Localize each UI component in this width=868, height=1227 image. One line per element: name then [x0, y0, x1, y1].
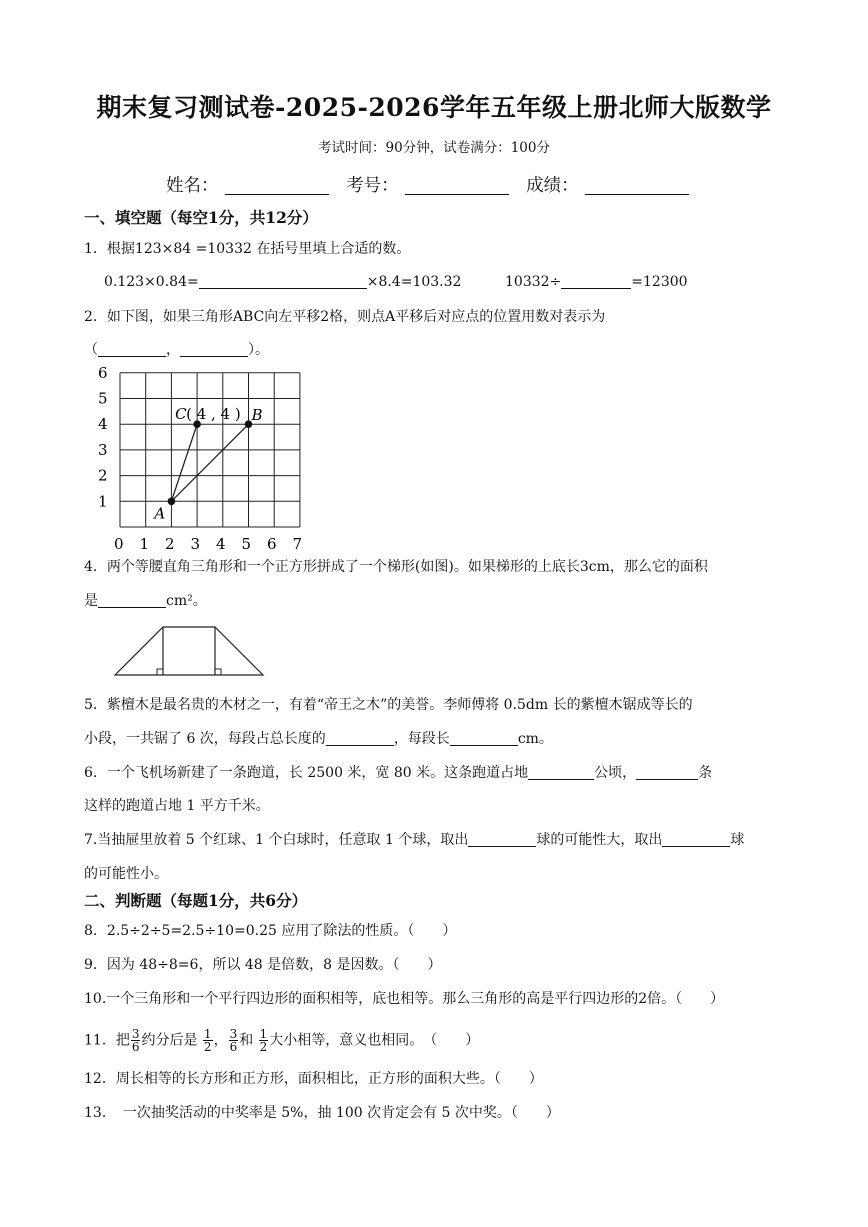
score-blank[interactable]: [585, 174, 689, 195]
id-blank[interactable]: [405, 174, 509, 195]
q11-fraction-1-2-b: [259, 1028, 269, 1053]
q5-blank-length[interactable]: [450, 730, 518, 746]
y-tick-label: 4: [98, 415, 108, 434]
point-c-label: C: [175, 405, 187, 424]
y-tick-label: 5: [98, 389, 108, 408]
q5-text: 5．紫檀木是最名贵的木材之一，有着“帝王之木”的美誉。李师傅将 0.5dm 长的紫檀木锯成等长的: [84, 697, 693, 713]
q7-line1: [84, 830, 744, 850]
grid-lines: [120, 373, 300, 527]
point-b-label: B: [251, 406, 263, 425]
fraction-denominator: 6: [229, 1040, 238, 1054]
q10-text: 10.一个三角形和一个平行四边形的面积相等，底也相等。那么三角形的高是平行四边形的2倍。（ ）: [84, 991, 725, 1007]
x-axis-labels: [114, 535, 302, 553]
q7-text-mid: 球的可能性大，取出: [536, 832, 663, 848]
fraction-denominator: 2: [259, 1040, 268, 1054]
x-tick-label: 1: [139, 535, 150, 553]
y-axis-labels: [98, 364, 108, 511]
q5-line2: [84, 729, 553, 749]
id-label: 考号：: [346, 176, 399, 196]
q11-sep: ，: [213, 1032, 228, 1049]
q5-line2-mid: ，每段长: [393, 731, 450, 747]
q5-blank-fraction[interactable]: [326, 730, 394, 746]
q4-blank[interactable]: [98, 592, 166, 608]
q6-text-post: 条: [698, 765, 713, 781]
exam-subtitle: 考试时间：90分钟，试卷满分：100分: [318, 140, 550, 156]
fraction-numerator: 3: [229, 1027, 238, 1041]
q7-blank-likely[interactable]: [468, 831, 536, 847]
q2-text: 2．如下图，如果三角形ABC向左平移2格，则点A平移后对应点的位置用数对表示为: [84, 309, 606, 325]
point-a-label: A: [154, 504, 166, 523]
coordinate-grid-figure: [95, 360, 315, 555]
section-1-heading: 一、填空题（每空1分，共12分）: [84, 208, 318, 227]
x-tick-label: 3: [190, 535, 201, 553]
score-label: 成绩：: [526, 176, 579, 196]
q11-mid: 约分后是: [141, 1032, 198, 1049]
q2-blank-x[interactable]: [98, 341, 166, 357]
q4-text: 4．两个等腰直角三角形和一个正方形拼成了一个梯形(如图)。如果梯形的上底长3cm，那么它的面积: [84, 559, 708, 575]
q4-line2-pre: 是: [84, 593, 98, 609]
q5-line2-post: cm。: [517, 731, 553, 747]
q1-part-b-post: =12300: [631, 274, 688, 290]
x-tick-label: 7: [292, 535, 303, 553]
y-tick-label: 1: [98, 492, 108, 511]
y-tick-label: 2: [98, 466, 108, 485]
q12-text: 12．周长相等的长方形和正方形，面积相比，正方形的面积大些。（ ）: [84, 1071, 543, 1087]
segment-ac: [171, 424, 197, 501]
q7-blank-unlikely[interactable]: [662, 831, 730, 847]
q9-text: 9．因为 48÷8=6，所以 48 是倍数，8 是因数。（ ）: [84, 957, 442, 973]
x-tick-label: 4: [216, 535, 226, 553]
point-c-coordinate: ( 4 , 4 ): [186, 405, 241, 424]
q6-blank-count[interactable]: [636, 764, 698, 780]
q2-close-paren: ）。: [248, 342, 269, 358]
q11-and: 和: [239, 1032, 254, 1049]
q11-fraction-3-6: [131, 1028, 141, 1053]
exam-title: 期末复习测试卷-2025-2026学年五年级上册北师大版数学: [96, 93, 772, 122]
student-info-row: [166, 172, 701, 197]
q8-text: 8．2.5÷2÷5=2.5÷10=0.25 应用了除法的性质。（ ）: [84, 923, 457, 939]
q4-unit: cm²。: [166, 593, 207, 609]
section-2-heading: 二、判断题（每题1分，共6分）: [84, 891, 308, 910]
q2-blank-y[interactable]: [180, 341, 248, 357]
q1-blank-b[interactable]: [561, 273, 631, 289]
q2-answer-row: [84, 340, 269, 360]
fraction-numerator: 1: [259, 1027, 268, 1041]
fraction-numerator: 1: [203, 1027, 212, 1041]
segment-ab: [171, 424, 248, 501]
q1-part-b: [505, 272, 688, 292]
q6-line1: [84, 763, 712, 783]
fraction-denominator: 2: [203, 1040, 212, 1054]
q1-part-a: [104, 272, 461, 292]
q1-part-b-pre: 10332÷: [505, 274, 562, 290]
q1-part-a-post: ×8.4=103.32: [366, 274, 462, 290]
name-blank[interactable]: [225, 174, 329, 195]
q11-text: [84, 1028, 479, 1053]
q6-text-mid: 公顷，: [594, 765, 637, 781]
q11-post: 大小相等，意义也相同。 （ ）: [269, 1032, 480, 1049]
y-tick-label: 3: [98, 440, 108, 459]
x-tick-label: 5: [241, 535, 252, 553]
q1-part-a-pre: 0.123×0.84=: [104, 274, 199, 290]
q2-open-paren: （: [84, 342, 98, 358]
q13-text: 13． 一次抽奖活动的中奖率是 5%，抽 100 次肯定会有 5 次中奖。（ ）: [84, 1105, 560, 1121]
q11-fraction-1-2: [203, 1028, 213, 1053]
q7-line2: 的可能性小。: [84, 866, 168, 882]
q5-line2-pre: 小段，一共锯了 6 次，每段占总长度的: [84, 731, 326, 747]
q2-comma: ，: [166, 342, 180, 358]
name-label: 姓名：: [166, 176, 219, 196]
q6-text-pre: 6．一个飞机场新建了一条跑道，长 2500 米，宽 80 米。这条跑道占地: [84, 765, 529, 781]
x-tick-label: 0: [114, 535, 124, 553]
fraction-denominator: 6: [131, 1040, 140, 1054]
fraction-numerator: 3: [131, 1027, 140, 1041]
point-a: [168, 498, 176, 506]
q6-line2: 这样的跑道占地 1 平方千米。: [84, 798, 270, 814]
triangle-abc: [168, 420, 253, 505]
y-tick-label: 6: [98, 363, 108, 382]
q1-text: 1．根据123×84 =10332 在括号里填上合适的数。: [84, 241, 411, 257]
q1-blank-a[interactable]: [199, 273, 367, 289]
trapezoid-figure: [112, 622, 268, 678]
q4-line2: [84, 591, 207, 611]
q7-text-post: 球: [730, 832, 745, 848]
x-tick-label: 2: [165, 535, 175, 553]
q6-blank-area[interactable]: [528, 764, 594, 780]
q7-text-pre: 7.当抽屉里放着 5 个红球、1 个白球时，任意取 1 个球，取出: [84, 832, 469, 848]
q11-pre: 11．把: [84, 1032, 130, 1049]
x-tick-label: 6: [267, 535, 277, 553]
q11-fraction-3-6-b: [229, 1028, 239, 1053]
